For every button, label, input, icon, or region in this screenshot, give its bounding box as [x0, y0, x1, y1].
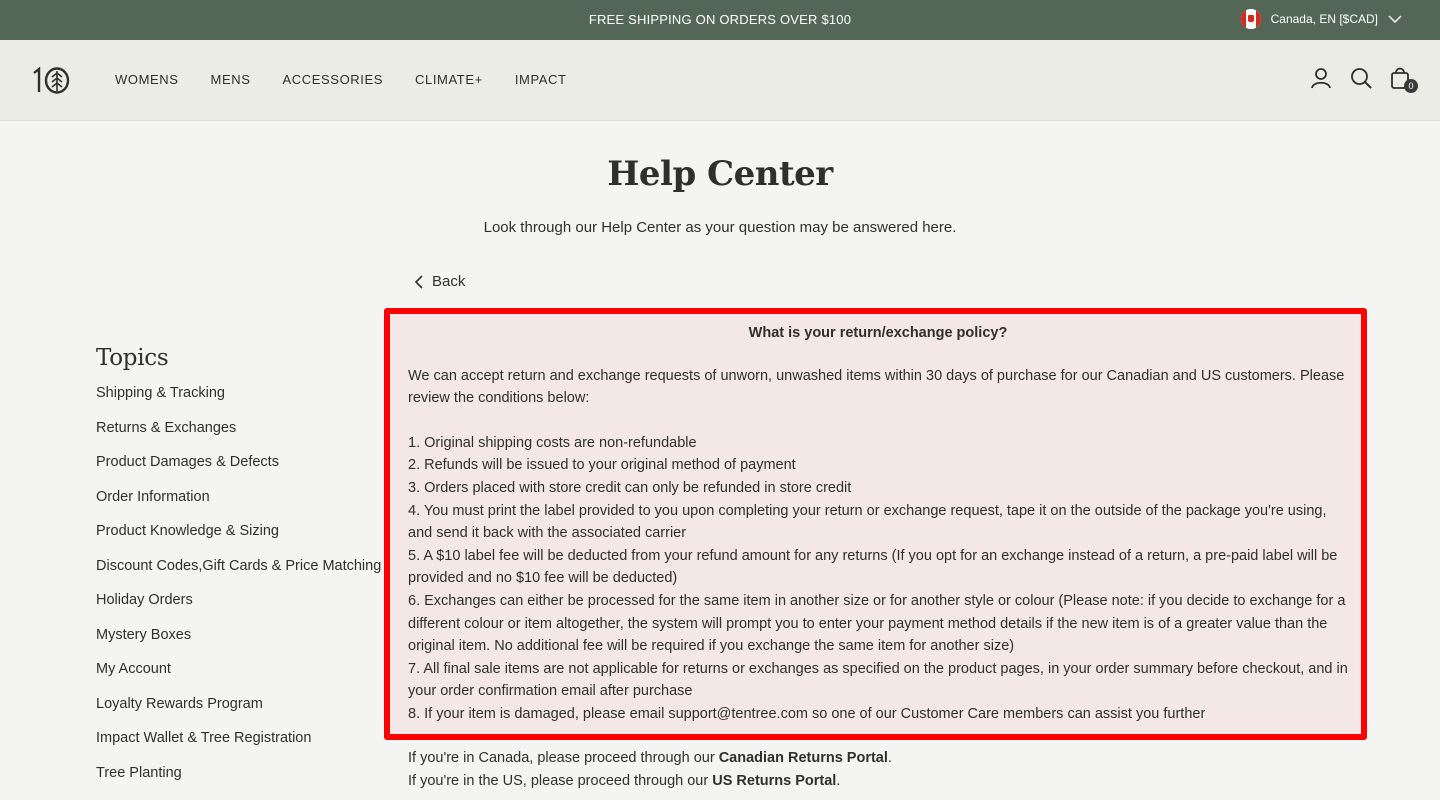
topic-tree-planting[interactable]: Tree Planting	[96, 764, 182, 781]
canada-flag-icon	[1241, 9, 1261, 29]
site-header	[0, 40, 1440, 121]
nav-mens[interactable]: MENS	[210, 72, 251, 87]
topic-loyalty-rewards[interactable]: Loyalty Rewards Program	[96, 695, 263, 712]
us-portal-line	[408, 770, 1348, 793]
announcement-bar	[0, 0, 1440, 40]
topic-shipping-tracking[interactable]: Shipping & Tracking	[96, 385, 225, 401]
cart-count-badge: 0	[1404, 79, 1418, 93]
nav-impact[interactable]: IMPACT	[514, 72, 567, 87]
topics-sidebar	[96, 345, 386, 799]
back-label: Back	[432, 273, 466, 290]
page-title: Help Center	[607, 154, 833, 194]
topic-order-information[interactable]: Order Information	[96, 488, 210, 505]
topic-product-damages[interactable]: Product Damages & Defects	[96, 454, 279, 470]
topic-returns-exchanges[interactable]: Returns & Exchanges	[96, 419, 237, 436]
condition-item: 4. You must print the label provided to you upon completing your return or exchange request, tape it on the outside of the package you're using, and send it back with the associated carrier	[408, 502, 1327, 542]
topic-product-knowledge[interactable]: Product Knowledge & Sizing	[96, 523, 279, 539]
tentree-logo-icon[interactable]	[31, 65, 71, 95]
header-actions	[1310, 66, 1412, 90]
topic-holiday-orders[interactable]: Holiday Orders	[96, 592, 193, 608]
region-selector[interactable]	[1241, 9, 1402, 29]
topics-heading: Topics	[96, 345, 169, 371]
canadian-returns-portal-link[interactable]: Canadian Returns Portal	[718, 750, 888, 766]
us-portal-suffix: .	[836, 772, 841, 789]
main-nav	[115, 72, 599, 87]
answer-intro: We can accept return and exchange requests of unworn, unwashed items within 30 days of purchase for our Canadian and US customers. Please review the conditions below:	[408, 367, 1345, 407]
condition-item: 8. If your item is damaged, please email support@tentree.com so one of our Customer Care members can assist you further	[408, 705, 1206, 722]
condition-item: 5. A $10 label fee will be deducted from your refund amount for any returns (If you opt for an exchange instead of a return, a pre-paid label will be provided and no $10 fee will be deducted)	[408, 547, 1338, 587]
canada-portal-prefix: If you're in Canada, please proceed through our	[408, 750, 719, 766]
condition-item: 7. All final sale items are not applicable for returns or exchanges as specified on the product pages, in your order summary before checkout, and in your order confirmation email after purchase	[408, 660, 1348, 700]
region-label: Canada, EN [$CAD]	[1270, 12, 1378, 26]
canada-portal-suffix: .	[887, 750, 892, 766]
chevron-left-icon	[414, 275, 424, 289]
announcement-message: FREE SHIPPING ON ORDERS OVER $100	[588, 12, 852, 27]
canada-portal-line	[408, 747, 1348, 770]
us-portal-prefix: If you're in the US, please proceed through our	[408, 772, 713, 789]
topic-mystery-boxes[interactable]: Mystery Boxes	[96, 626, 192, 643]
us-returns-portal-link[interactable]: US Returns Portal	[712, 772, 837, 789]
answer-question: What is your return/exchange policy?	[748, 325, 1008, 341]
back-link[interactable]	[414, 273, 465, 290]
topic-discount-codes[interactable]: Discount Codes,Gift Cards & Price Matching	[96, 557, 382, 574]
account-icon[interactable]	[1310, 66, 1332, 90]
topic-my-account[interactable]: My Account	[96, 661, 171, 677]
nav-accessories[interactable]: ACCESSORIES	[282, 72, 384, 87]
condition-item: 3. Orders placed with store credit can only be refunded in store credit	[408, 479, 852, 496]
nav-womens[interactable]: WOMENS	[115, 72, 179, 87]
condition-item: 6. Exchanges can either be processed for the same item in another size or for another style or colour (Please note: if you decide to exchange for a different colour or item altogether, the system will prompt you to enter your payment method details if the new item is of a greater value than the original item. No additional fee will be required if you exchange the same item for another size)	[408, 592, 1346, 655]
topic-impact-wallet[interactable]: Impact Wallet & Tree Registration	[96, 730, 312, 746]
returns-portals	[408, 747, 1348, 792]
cart-button[interactable]	[1390, 66, 1412, 90]
page-subtitle: Look through our Help Center as your question may be answered here.	[483, 219, 957, 236]
answer-panel	[408, 322, 1348, 726]
search-icon[interactable]	[1350, 66, 1372, 90]
condition-item: 1. Original shipping costs are non-refundable	[408, 434, 697, 451]
nav-climate-plus[interactable]: CLIMATE+	[415, 72, 483, 87]
condition-item: 2. Refunds will be issued to your original method of payment	[408, 457, 796, 474]
chevron-down-icon	[1388, 14, 1402, 24]
